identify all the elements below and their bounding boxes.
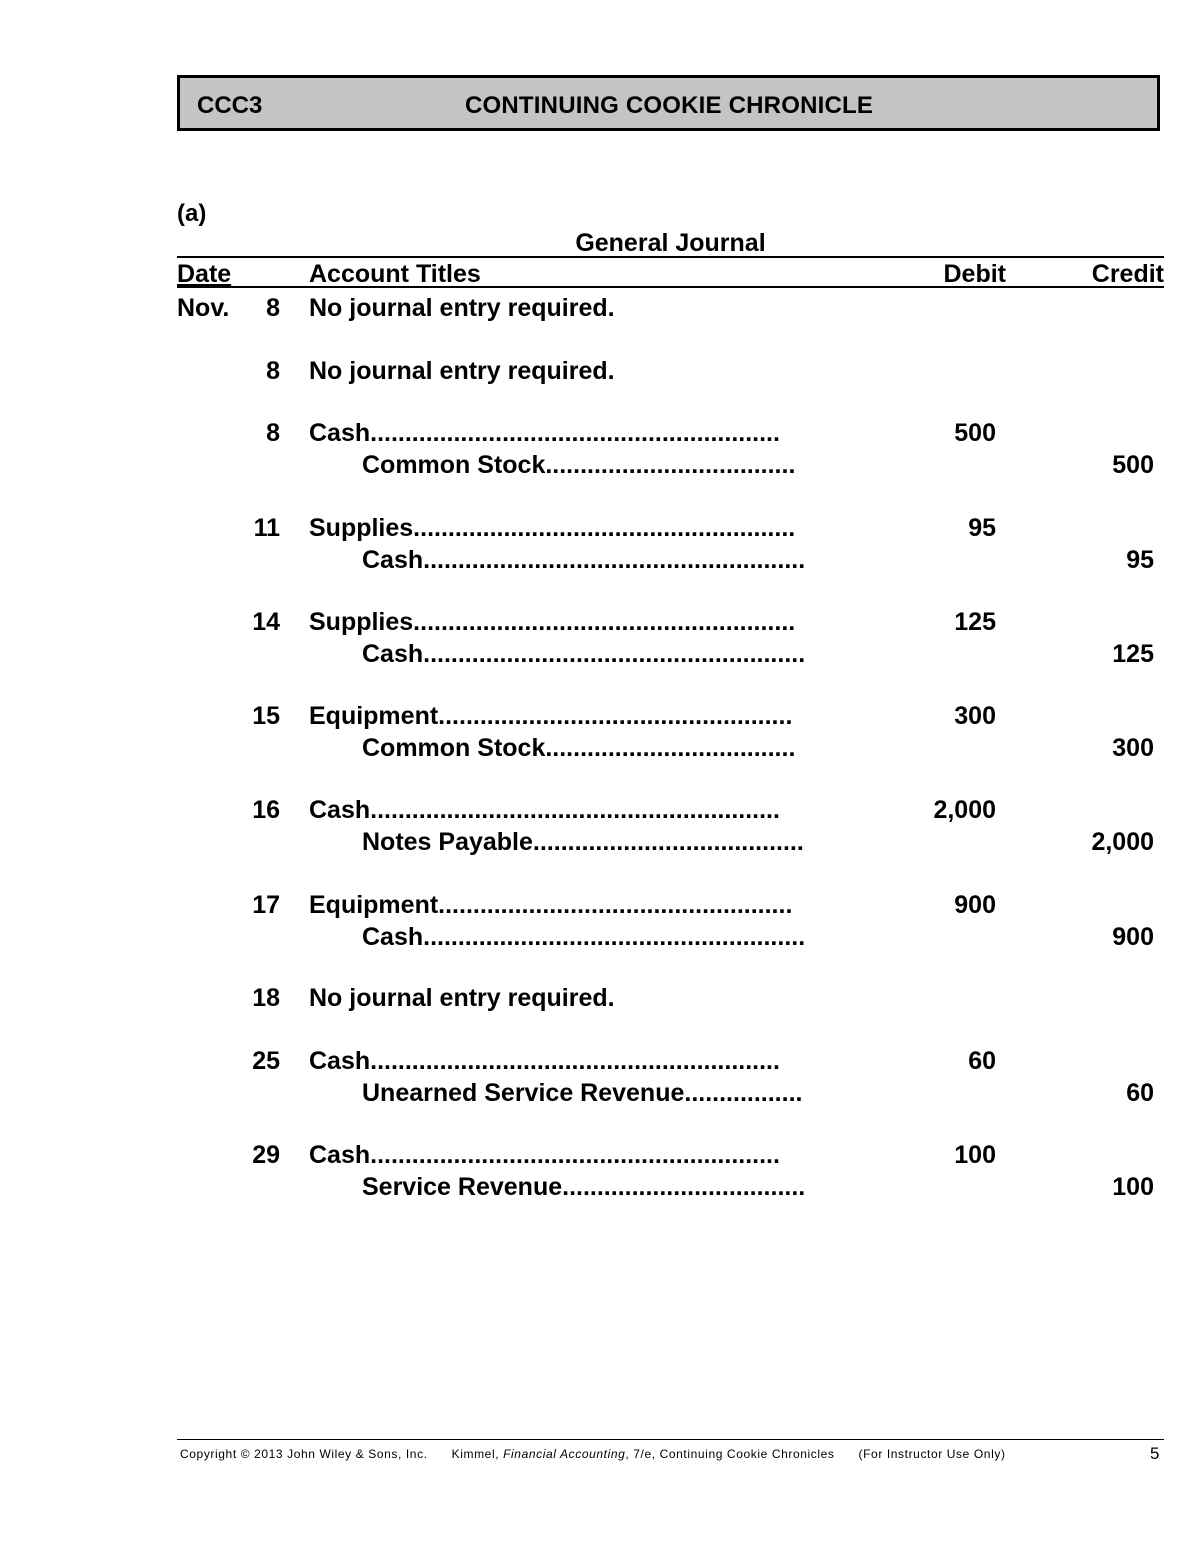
credit-account: Cash....................................................... bbox=[362, 923, 806, 951]
debit-account: Cash........................................................... bbox=[309, 796, 780, 824]
debit-amount: 95 bbox=[968, 514, 996, 542]
entry-day: 14 bbox=[252, 608, 280, 636]
column-header-date: Date bbox=[177, 260, 232, 288]
debit-amount: 100 bbox=[954, 1141, 996, 1169]
credit-amount: 300 bbox=[1112, 734, 1154, 762]
footer-book-title: Financial Accounting bbox=[503, 1447, 626, 1461]
credit-amount: 900 bbox=[1112, 923, 1154, 951]
entry-day: 29 bbox=[252, 1141, 280, 1169]
entry-day: 17 bbox=[252, 891, 280, 919]
credit-amount: 500 bbox=[1112, 451, 1154, 479]
debit-amount: 125 bbox=[954, 608, 996, 636]
journal-line bbox=[0, 984, 1200, 1016]
entry-note: No journal entry required. bbox=[309, 294, 615, 322]
debit-account: Equipment................................................... bbox=[309, 702, 793, 730]
debit-amount: 300 bbox=[954, 702, 996, 730]
journal-line bbox=[0, 357, 1200, 389]
journal-line bbox=[0, 294, 1200, 326]
debit-amount: 60 bbox=[968, 1047, 996, 1075]
footer bbox=[180, 1447, 1006, 1461]
credit-account: Notes Payable....................................... bbox=[362, 828, 804, 856]
entry-day: 8 bbox=[266, 419, 280, 447]
journal-line bbox=[0, 608, 1200, 640]
footer-use-note: (For Instructor Use Only) bbox=[858, 1447, 1006, 1461]
credit-account: Cash....................................................... bbox=[362, 640, 806, 668]
journal-line bbox=[0, 419, 1200, 451]
problem-code: CCC3 bbox=[197, 92, 263, 119]
journal-line bbox=[0, 828, 1200, 860]
journal-line bbox=[0, 514, 1200, 546]
credit-account: Service Revenue................................... bbox=[362, 1173, 806, 1201]
entry-day: 16 bbox=[252, 796, 280, 824]
debit-account: Supplies....................................................... bbox=[309, 514, 796, 542]
journal-line bbox=[0, 734, 1200, 766]
column-header-debit: Debit bbox=[943, 260, 1006, 288]
credit-account: Common Stock.................................... bbox=[362, 734, 796, 762]
journal-line bbox=[0, 546, 1200, 578]
footer-copyright: Copyright © 2013 John Wiley & Sons, Inc. bbox=[180, 1447, 428, 1461]
journal-line bbox=[0, 702, 1200, 734]
journal-line bbox=[0, 891, 1200, 923]
journal-line bbox=[0, 923, 1200, 955]
journal-line bbox=[0, 640, 1200, 672]
journal-line bbox=[0, 451, 1200, 483]
debit-account: Cash........................................................... bbox=[309, 419, 780, 447]
credit-account: Common Stock.................................... bbox=[362, 451, 796, 479]
credit-account: Unearned Service Revenue................. bbox=[362, 1079, 803, 1107]
credit-account: Cash....................................................... bbox=[362, 546, 806, 574]
page-title: CONTINUING COOKIE CHRONICLE bbox=[465, 92, 874, 119]
page-number: 5 bbox=[1150, 1444, 1160, 1463]
credit-amount: 2,000 bbox=[1091, 828, 1154, 856]
footer-edition: , 7/e, Continuing Cookie Chronicles bbox=[625, 1447, 835, 1461]
entry-day: 18 bbox=[252, 984, 280, 1012]
column-header-account: Account Titles bbox=[309, 260, 481, 288]
column-header-credit: Credit bbox=[1091, 260, 1164, 288]
credit-amount: 60 bbox=[1126, 1079, 1154, 1107]
entry-day: 15 bbox=[252, 702, 280, 730]
journal-line bbox=[0, 1173, 1200, 1205]
footer-rule bbox=[177, 1439, 1164, 1440]
debit-account: Supplies....................................................... bbox=[309, 608, 796, 636]
entry-day: 11 bbox=[253, 514, 280, 542]
debit-account: Cash........................................................... bbox=[309, 1141, 780, 1169]
debit-account: Equipment................................................... bbox=[309, 891, 793, 919]
credit-amount: 125 bbox=[1112, 640, 1154, 668]
entry-note: No journal entry required. bbox=[309, 984, 615, 1012]
debit-amount: 2,000 bbox=[933, 796, 996, 824]
journal-line bbox=[0, 1141, 1200, 1173]
debit-amount: 500 bbox=[954, 419, 996, 447]
journal-line bbox=[0, 1079, 1200, 1111]
entry-day: 8 bbox=[266, 357, 280, 385]
entry-day: 8 bbox=[266, 294, 280, 322]
journal-line bbox=[0, 796, 1200, 828]
entry-month: Nov. bbox=[177, 294, 230, 322]
journal-line bbox=[0, 1047, 1200, 1079]
credit-amount: 95 bbox=[1126, 546, 1154, 574]
footer-author: Kimmel, bbox=[451, 1447, 500, 1461]
credit-amount: 100 bbox=[1112, 1173, 1154, 1201]
debit-amount: 900 bbox=[954, 891, 996, 919]
entry-note: No journal entry required. bbox=[309, 357, 615, 385]
entry-day: 25 bbox=[252, 1047, 280, 1075]
journal-title: General Journal bbox=[575, 229, 766, 257]
debit-account: Cash........................................................... bbox=[309, 1047, 780, 1075]
part-label: (a) bbox=[177, 200, 207, 227]
